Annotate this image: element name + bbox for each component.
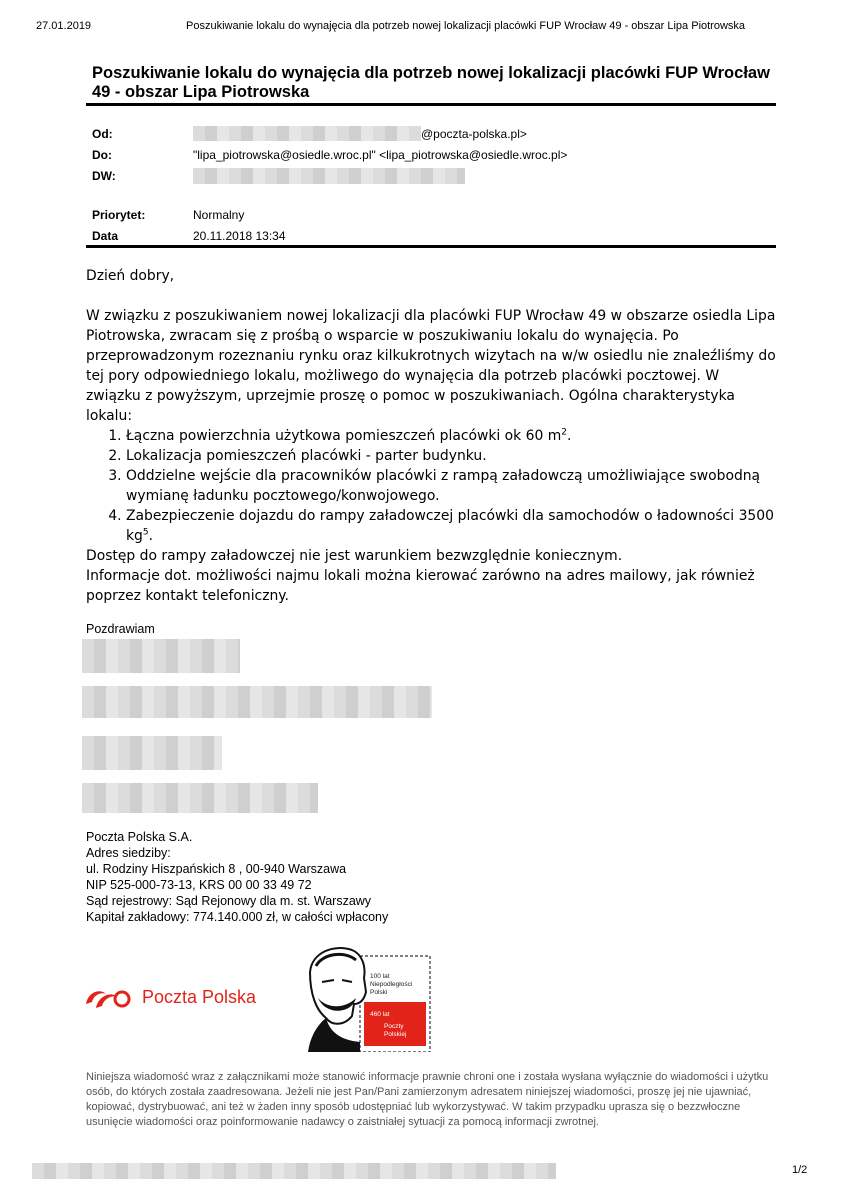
svg-text:Niepodległości: Niepodległości: [370, 981, 413, 988]
meta-divider: [86, 245, 776, 248]
requirements-list: [86, 426, 776, 546]
legal-disclaimer: Niniejsza wiadomość wraz z załącznikami może stanowić informacje prawnie chroni one i została wysłana wyłącznie do wiadomości i użytku osób, do których została zaadresowana. Jeżeli nie jest Pan/Pani zamierzonym adresatem niniejszej wiadomości, proszę jej nie ujawniać, kopiować, dystrybuować, ani też w żaden inny sposób udostępniać lub wykorzystywać. W takim przypadku uprasza się o bezzwłoczne usunięcie wiadomości oraz poinformowanie nadawcy o zaistniałej sytuacji za pomocą informacji zwrotnej.: [86, 1071, 769, 1128]
list-item: 3. Oddzielne wejście dla pracowników placówki z rampą załadowczą umożliwiające swobodną wymianę ładunku pocztowego/konwojowego.: [126, 466, 776, 506]
regards: Pozdrawiam: [86, 622, 155, 636]
print-date: 27.01.2019: [36, 20, 92, 32]
company-nip: NIP 525-000-73-13, KRS 00 00 33 49 72: [86, 878, 312, 892]
print-title: Poszukiwanie lokalu do wynajęcia dla potrzeb nowej lokalizacji placówki FUP Wrocław 49 - obszar Lipa Piotrowska: [186, 20, 746, 32]
anniversary-stamp: [304, 942, 432, 1057]
priority-label: Priorytet:: [92, 208, 146, 222]
list-item: 4. Zabezpieczenie dojazdu do rampy załadowczej placówki dla samochodów o ładowności 3500 $kg^5$.: [126, 506, 776, 546]
poczta-polska-logo: [82, 982, 256, 1012]
note-ramp: Dostęp do rampy załadowczej nie jest warunkiem bezwzględnie koniecznym.: [86, 548, 623, 564]
to-value: "lipa_piotrowska@osiedle.wroc.pl" <lipa_piotrowska@osiedle.wroc.pl>: [193, 148, 568, 162]
redacted-signature-name: [82, 639, 240, 673]
redacted-sender: [193, 126, 421, 141]
priority-value: Normalny: [193, 208, 245, 222]
svg-text:Polskiej: Polskiej: [384, 1031, 407, 1038]
redacted-signature-contact: [82, 736, 222, 770]
from-label: Od:: [92, 127, 113, 141]
note-contact: Informacje dot. możliwości najmu lokali można kierować zarówno na adres mailowy, jak również poprzez kontakt telefoniczny.: [86, 568, 755, 604]
date-label: Data: [92, 229, 119, 243]
company-address: ul. Rodziny Hiszpańskich 8 , 00-940 Warszawa: [86, 862, 347, 876]
redacted-signature-title: [82, 686, 432, 718]
email-body: [86, 266, 776, 606]
redacted-signature-email: [82, 783, 318, 813]
list-item: 1. Łączna powierzchnia użytkowa pomieszczeń placówki ok 60 $m^2$.: [126, 426, 776, 446]
cc-label: DW:: [92, 169, 116, 183]
date-value: 20.11.2018 13:34: [193, 229, 286, 243]
list-item: 2. Lokalizacja pomieszczeń placówki - parter budynku.: [126, 446, 776, 466]
page-number: 1/2: [792, 1164, 808, 1176]
company-info: [86, 829, 388, 925]
hq-label: Adres siedziby:: [86, 846, 171, 860]
company-court: Sąd rejestrowy: Sąd Rejonowy dla m. st. Warszawy: [86, 894, 372, 908]
to-label: Do:: [92, 148, 112, 162]
greeting: Dzień dobry,: [86, 268, 175, 284]
svg-text:Poczty: Poczty: [384, 1023, 404, 1030]
from-value: @poczta-polska.pl>: [421, 127, 527, 141]
svg-text:Polski: Polski: [370, 989, 388, 996]
post-horn-icon: [82, 982, 132, 1012]
company-capital: Kapitał zakładowy: 774.140.000 zł, w całości wpłacony: [86, 910, 389, 924]
subject-divider: [86, 103, 776, 106]
redacted-cc: [193, 168, 465, 184]
redacted-footer: [32, 1163, 556, 1179]
company-name: Poczta Polska S.A.: [86, 830, 193, 844]
svg-text:460 lat: 460 lat: [370, 1011, 390, 1018]
logo-text: Poczta Polska: [142, 986, 257, 1007]
svg-text:100 lat: 100 lat: [370, 973, 390, 980]
main-paragraph: W związku z poszukiwaniem nowej lokalizacji dla placówki FUP Wrocław 49 w obszarze osiedla Lipa Piotrowska, zwracam się z prośbą o wsparcie w poszukiwaniu lokalu do wynajęcia. Po przeprowadzonym rozeznaniu rynku oraz kilkukrotnych wizytach na w/w osiedlu nie znaleźliśmy do tej pory odpowiedniego lokalu, możliwego do wynajęcia dla potrzeb placówki pocztowej. W związku z powyższym, uprzejmie proszę o pomoc w poszukiwaniach. Ogólna charakterystyka lokalu:: [86, 308, 776, 424]
email-subject: Poszukiwanie lokalu do wynajęcia dla potrzeb nowej lokalizacji placówki FUP Wrocław 49 - obszar Lipa Piotrowska: [92, 64, 770, 101]
